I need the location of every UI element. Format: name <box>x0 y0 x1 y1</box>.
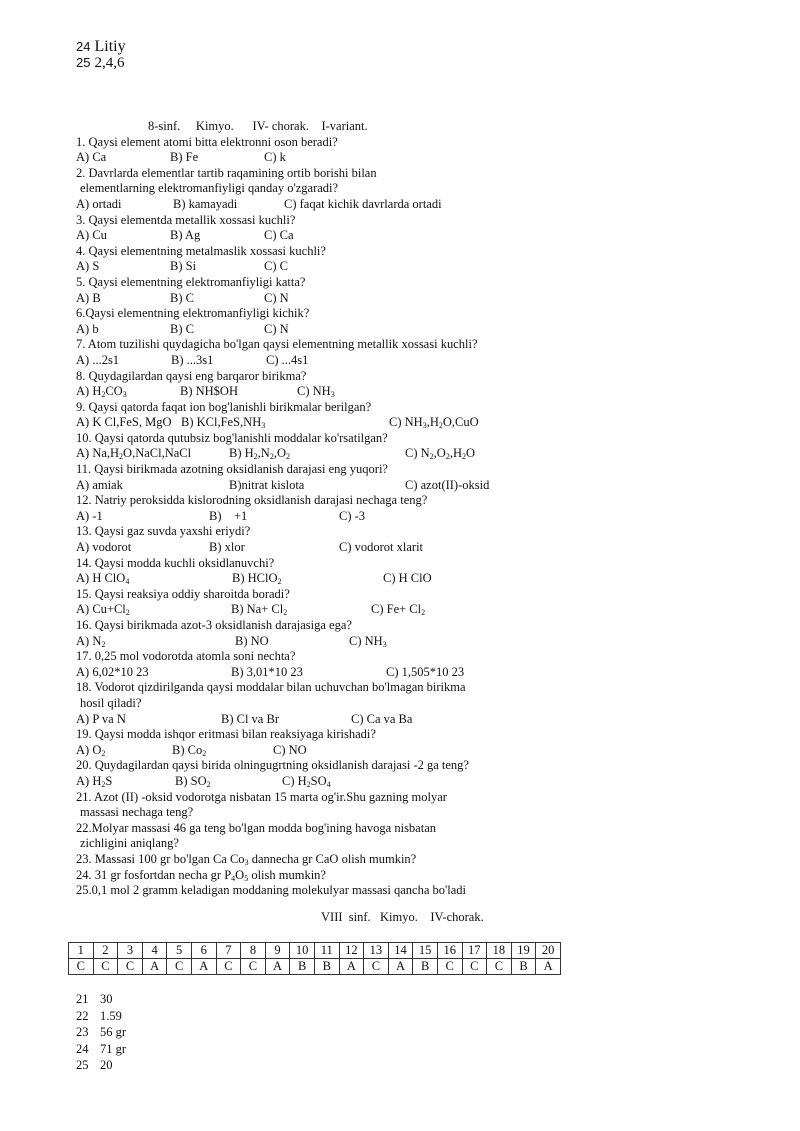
question-13-text: 13. Qaysi gaz suvda yaxshi eriydi? <box>76 524 251 539</box>
key-answer-cell: A <box>388 959 413 975</box>
option-a: A) $N_2$ <box>76 633 106 649</box>
question-19-options <box>76 743 776 759</box>
key-answer-cell: C <box>93 959 118 975</box>
question-8-options <box>76 384 776 400</box>
key-answer-cell: B <box>511 959 536 975</box>
option-b: B)nitrat kislota <box>229 477 305 492</box>
question-14-text: 14. Qaysi modda kuchli oksidlanuvchi? <box>76 555 275 570</box>
question-16-options <box>76 634 776 650</box>
option-a: A) amiak <box>76 477 123 492</box>
option-c: C) $H_2SO_4$ <box>282 773 331 789</box>
question-2-text: elementlarning elektromanfiyligi qanday o'zgaradi? <box>80 181 339 196</box>
question-11-text: 11. Qaysi birikmada azotning oksidlanish darajasi eng yuqori? <box>76 462 388 477</box>
question-3-options <box>76 228 776 244</box>
key-answer-cell: B <box>290 959 315 975</box>
question-17-text: 17. 0,25 mol vodorotda atomla soni nechta? <box>76 649 296 664</box>
previous-answers <box>76 38 126 69</box>
option-c: C) $N_2,O_2,H_2O$ <box>405 446 475 462</box>
final-answer-number: 21 <box>76 992 89 1006</box>
key-answer-cell: B <box>413 959 438 975</box>
option-b: B) C <box>170 290 194 305</box>
question-18-text: hosil qiladi? <box>80 695 142 710</box>
option-b: B) Cl va Br <box>221 711 279 726</box>
option-c: C) $NH_3,H_2O,CuO$ <box>389 415 479 431</box>
final-answer-number: 24 <box>76 1041 89 1056</box>
answer-key-table <box>68 942 561 975</box>
final-answer-value: 71 gr <box>100 1041 127 1056</box>
question-18-text: 18. Vodorot qizdirilganda qaysi moddalar bilan uchuvchan bo'lmagan birikma <box>76 680 466 695</box>
question-12-text: 12. Natriy peroksidda kislorodning oksidlanish darajasi nechaga teng? <box>76 493 428 508</box>
key-answer-cell: C <box>487 959 512 975</box>
question-23-text: 23. Massasi 100 gr bo'lgan Ca $Co_3$ dannecha gr CaO olish mumkin? <box>76 851 417 867</box>
option-a: A) 6,02*10 23 <box>76 664 149 679</box>
question-18-options <box>76 712 776 728</box>
option-a: A) $H_2CO_3$ <box>76 384 127 400</box>
option-b: B) Fe <box>170 150 199 165</box>
option-c: C) -3 <box>339 508 366 523</box>
key-number-cell: 7 <box>216 943 241 959</box>
option-a: A) $O_2$ <box>76 742 106 758</box>
question-15-options <box>76 602 776 618</box>
test-heading: 8-sinf. Kimyo. IV- chorak. I-variant. <box>148 119 368 133</box>
option-b: B) $KCl,FeS,NH_3$ <box>181 415 266 431</box>
question-7-text: 7. Atom tuzilishi quydagicha bo'lgan qaysi elementning metallik xossasi kuchli? <box>76 337 478 352</box>
final-answer-value: 30 <box>100 992 113 1006</box>
option-b: B) +1 <box>209 508 248 523</box>
option-c: C) N <box>264 290 289 305</box>
key-number-cell: 12 <box>339 943 364 959</box>
key-number-cell: 17 <box>462 943 487 959</box>
option-c: C) ...4s1 <box>266 352 309 367</box>
option-c: C) $NH_3$ <box>349 633 387 649</box>
key-answer-cell: C <box>241 959 266 975</box>
key-number-cell: 8 <box>241 943 266 959</box>
key-answer-cell: C <box>437 959 462 975</box>
option-b: B) 3,01*10 23 <box>231 664 303 679</box>
option-a: A) Ca <box>76 150 107 165</box>
option-c: C) azot(II)-oksid <box>405 477 490 492</box>
key-answer-cell: C <box>364 959 389 975</box>
question-15-text: 15. Qaysi reaksiya oddiy sharoitda boradi? <box>76 586 290 601</box>
final-answer-row <box>76 1008 126 1025</box>
option-a: A) -1 <box>76 508 103 523</box>
option-c: C) Ca <box>264 228 294 243</box>
option-a: A) B <box>76 290 101 305</box>
question-8-text: 8. Quydagilardan qaysi eng barqaror birikma? <box>76 368 307 383</box>
final-answer-row <box>76 1024 126 1041</box>
test-questions <box>76 119 776 899</box>
key-number-cell: 9 <box>265 943 290 959</box>
question-20-text: 20. Quydagilardan qaysi birida olningugrtning oksidlanish darajasi -2 ga teng? <box>76 758 469 773</box>
option-b: B) Ag <box>170 228 201 243</box>
option-b: B) NO <box>235 633 269 648</box>
option-b: B) $Na+ Cl_2$ <box>231 602 288 618</box>
option-a: A) H ClO$_4$ <box>76 571 130 587</box>
key-number-cell: 15 <box>413 943 438 959</box>
final-answer-row <box>76 991 126 1008</box>
key-number-cell: 1 <box>69 943 94 959</box>
question-2-options <box>76 197 776 213</box>
option-c: C) vodorot xlarit <box>339 540 424 555</box>
option-a: A) S <box>76 259 100 274</box>
question-1-text: 1. Qaysi element atomi bitta elektronni oson beradi? <box>76 134 338 149</box>
previous-answer-24 <box>76 38 126 54</box>
option-b: B) Si <box>170 259 197 274</box>
key-number-cell: 19 <box>511 943 536 959</box>
question-3-text: 3. Qaysi elementda metallik xossasi kuchli? <box>76 212 296 227</box>
question-6-options <box>76 322 776 338</box>
key-number-cell: 16 <box>437 943 462 959</box>
key-answer-cell: B <box>314 959 339 975</box>
key-number-cell: 14 <box>388 943 413 959</box>
key-answer-cell: A <box>191 959 216 975</box>
option-b: B) HClO$_2$ <box>232 571 282 587</box>
option-c: C) H ClO <box>383 571 432 586</box>
question-20-options <box>76 774 776 790</box>
option-a: A) P va N <box>76 711 126 726</box>
answer-number: 24 <box>76 39 91 54</box>
question-13-options <box>76 540 776 556</box>
final-answer-number: 25 <box>76 1058 89 1072</box>
question-5-options <box>76 291 776 307</box>
option-c: C) faqat kichik davrlarda ortadi <box>284 196 442 211</box>
final-answer-value: 1.59 <box>100 1008 122 1023</box>
key-answer-cell: C <box>216 959 241 975</box>
question-21-text: 21. Azot (II) -oksid vodorotga nisbatan 15 marta og'ir.Shu gazning molyar <box>76 789 447 804</box>
key-answer-cell: A <box>339 959 364 975</box>
option-b: B) $SO_2$ <box>175 773 211 789</box>
option-c: C) Ca va Ba <box>351 711 413 726</box>
option-b: B) $Co_2$ <box>172 742 207 758</box>
question-5-text: 5. Qaysi elementning elektromanfiyligi katta? <box>76 274 306 289</box>
question-14-options <box>76 571 776 587</box>
final-answer-number: 23 <box>76 1025 89 1039</box>
key-answer-cell: A <box>536 959 561 975</box>
question-4-options <box>76 259 776 275</box>
answer-key-title: VIII sinf. Kimyo. IV-chorak. <box>321 910 484 924</box>
option-a: A) $H_2S$ <box>76 773 113 789</box>
option-c: C) N <box>264 321 289 336</box>
key-number-cell: 11 <box>314 943 339 959</box>
question-4-text: 4. Qaysi elementning metalmaslik xossasi kuchli? <box>76 243 326 258</box>
question-2-text: 2. Davrlarda elementlar tartib raqamining ortib borishi bilan <box>76 165 377 180</box>
option-a: A) Cu <box>76 228 107 243</box>
option-c: C) 1,505*10 23 <box>386 664 465 679</box>
key-number-cell: 13 <box>364 943 389 959</box>
key-answer-cell: C <box>69 959 94 975</box>
key-answer-cell: C <box>118 959 143 975</box>
key-number-cell: 5 <box>167 943 192 959</box>
question-17-options <box>76 665 776 681</box>
question-10-options <box>76 446 776 462</box>
option-c: C) k <box>264 150 286 165</box>
question-7-options <box>76 353 776 369</box>
option-a: A) $Na,H_2O,NaCl,NaCl$ <box>76 446 192 462</box>
question-9-text: 9. Qaysi qatorda faqat ion bog'lanishli birikmalar berilgan? <box>76 399 372 414</box>
question-11-options <box>76 478 776 494</box>
option-a: A) $Cu+Cl_2$ <box>76 602 130 618</box>
key-number-cell: 2 <box>93 943 118 959</box>
key-answer-cell: A <box>265 959 290 975</box>
key-number-cell: 6 <box>191 943 216 959</box>
answer-key-answers-row <box>69 959 561 975</box>
key-number-cell: 3 <box>118 943 143 959</box>
previous-answer-25 <box>76 54 126 70</box>
final-answer-row <box>76 1057 126 1074</box>
option-c: C) NO <box>273 742 307 757</box>
key-answer-cell: A <box>142 959 167 975</box>
question-21-text: massasi nechaga teng? <box>80 805 194 820</box>
option-a: A) ortadi <box>76 196 122 211</box>
key-number-cell: 18 <box>487 943 512 959</box>
question-12-options <box>76 509 776 525</box>
final-answer-value: 20 <box>100 1058 113 1072</box>
question-10-text: 10. Qaysi qatorda qutubsiz bog'lanishli moddalar ko'rsatilgan? <box>76 430 388 445</box>
question-1-options <box>76 150 776 166</box>
key-number-cell: 4 <box>142 943 167 959</box>
question-22-text: zichligini aniqlang? <box>80 836 179 851</box>
answer-key-numbers-row <box>69 943 561 959</box>
question-9-options <box>76 415 776 431</box>
key-number-cell: 20 <box>536 943 561 959</box>
option-b: B) ...3s1 <box>171 352 214 367</box>
option-a: A) K Cl,FeS, MgO <box>76 415 172 430</box>
final-answer-number: 22 <box>76 1008 89 1023</box>
question-16-text: 16. Qaysi birikmada azot-3 oksidlanish darajasiga ega? <box>76 618 352 632</box>
key-answer-cell: C <box>462 959 487 975</box>
final-answer-row <box>76 1041 126 1058</box>
option-b: B) $H_2,N_2,O_2$ <box>229 446 290 462</box>
question-19-text: 19. Qaysi modda ishqor eritmasi bilan reaksiyaga kirishadi? <box>76 727 376 742</box>
question-25-text: 25.0,1 mol 2 gramm keladigan moddaning molekulyar massasi qancha bo'ladi <box>76 883 467 898</box>
question-22-text: 22.Molyar massasi 46 ga teng bo'lgan modda bog'ining havoga nisbatan <box>76 820 436 835</box>
option-a: A) b <box>76 321 99 336</box>
key-answer-cell: C <box>167 959 192 975</box>
option-c: C) $NH_3$ <box>297 384 335 400</box>
question-24-text: 24. 31 gr fosfortdan necha gr $P_4O_5$ olish mumkin? <box>76 867 326 883</box>
final-answers <box>76 991 126 1074</box>
option-a: A) ...2s1 <box>76 352 120 367</box>
question-6-text: 6.Qaysi elementning elektromanfiyligi kichik? <box>76 306 310 321</box>
answer-text: Litiy <box>94 38 126 55</box>
option-b: B) xlor <box>209 540 245 555</box>
answer-number: 25 <box>76 54 91 70</box>
option-c: C) C <box>264 259 288 274</box>
final-answer-value: 56 gr <box>100 1025 127 1039</box>
option-a: A) vodorot <box>76 540 132 555</box>
key-number-cell: 10 <box>290 943 315 959</box>
answer-text: 2,4,6 <box>94 54 125 71</box>
option-c: C) $Fe+ Cl_2$ <box>371 602 426 618</box>
option-b: B) kamayadi <box>173 196 238 211</box>
option-b: B) C <box>170 321 194 336</box>
option-b: B) NH$OH <box>180 384 238 399</box>
